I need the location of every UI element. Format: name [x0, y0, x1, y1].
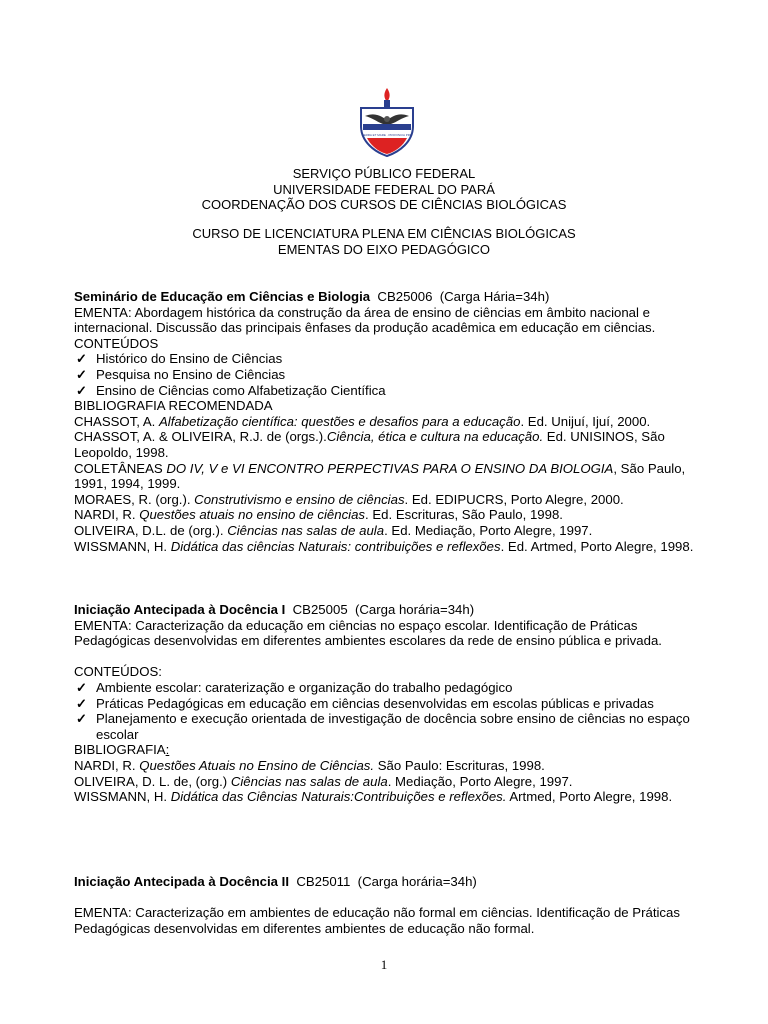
list-item: ✓ Práticas Pedagógicas em educação em ciências desenvolvidas em escolas públicas e privadas	[74, 696, 710, 712]
bibliography-entry: MORAES, R. (org.). Construtivismo e ensino de ciências. Ed. EDIPUCRS, Porto Alegre, 2000.	[74, 491, 624, 507]
contents-label: CONTEÚDOS:	[74, 664, 162, 680]
course-title: Iniciação Antecipada à Docência I	[74, 602, 286, 617]
course-load: (Carga horária=34h)	[357, 874, 477, 889]
bibliography-list	[74, 414, 710, 554]
course-code: CB25006	[377, 289, 433, 304]
section-heading	[74, 602, 710, 618]
header-line-2: UNIVERSIDADE FEDERAL DO PARÁ	[273, 181, 495, 197]
bibliography-label: BIBLIOGRAFIA:	[74, 742, 170, 758]
list-item: ✓ Ambiente escolar: caraterização e organização do trabalho pedagógico	[74, 680, 710, 696]
course-title: Seminário de Educação em Ciências e Biologia	[74, 289, 371, 304]
crest-band-text: TERRA ET MARE · PROVINCIA PRO	[361, 133, 413, 137]
bibliography-entry: NARDI, R. Questões Atuais no Ensino de Ciências. São Paulo: Escrituras, 1998.	[74, 757, 545, 773]
header-line-3: COORDENAÇÃO DOS CURSOS DE CIÊNCIAS BIOLÓGICAS	[201, 197, 567, 212]
section-heading	[74, 289, 710, 305]
header-line-1: SERVIÇO PÚBLICO FEDERAL	[292, 166, 476, 181]
bibliography-entry: OLIVEIRA, D.L. de (org.). Ciências nas salas de aula. Ed. Mediação, Porto Alegre, 1997.	[74, 522, 593, 538]
contents-label: CONTEÚDOS	[74, 335, 159, 351]
header-line-5: EMENTAS DO EIXO PEDAGÓGICO	[277, 241, 491, 257]
institution-header	[0, 166, 768, 213]
bibliography-label: BIBLIOGRAFIA RECOMENDADA	[74, 398, 273, 414]
university-crest-icon	[357, 86, 417, 158]
bibliography-entry: CHASSOT, A. Alfabetização científica: questões e desafios para a educação. Ed. Unijuí, Ijuí, 2000.	[74, 413, 651, 429]
bibliography-entry: COLETÂNEAS DO IV, V e VI ENCONTRO PERPECTIVAS PARA O ENSINO DA BIOLOGIA, São Paulo, 1991, 1994, 1999.	[74, 460, 686, 492]
bibliography-entry: NARDI, R. Questões atuais no ensino de ciências. Ed. Escrituras, São Paulo, 1998.	[74, 507, 563, 523]
bibliography-entry: OLIVEIRA, D. L. de, (org.) Ciências nas salas de aula. Mediação, Porto Alegre, 1997.	[74, 773, 573, 789]
course-code: CB25011	[296, 874, 351, 889]
bibliography-entry: CHASSOT, A. & OLIVEIRA, R.J. de (orgs.).Ciência, ética e cultura na educação. Ed. UNISINOS, São Leopoldo, 1998.	[74, 429, 665, 460]
list-item: ✓ Pesquisa no Ensino de Ciências	[74, 367, 710, 383]
bibliography-list	[74, 758, 710, 805]
course-code: CB25005	[292, 602, 348, 617]
ementa-text: EMENTA: Abordagem histórica da construção da área de ensino de ciências em âmbito nacional e internacional. Discussão das principais ênfases da produção acadêmica em educação em ciências.	[74, 304, 656, 336]
section-heading	[74, 874, 710, 890]
course-load: (Carga Hária=34h)	[439, 289, 550, 304]
contents-list	[74, 680, 710, 742]
ementa-text: EMENTA: Caracterização da educação em ciências no espaço escolar. Identificação de Práticas Pedagógicas desenvolvidas em diferentes ambientes escolares da rede de ensino pública e privada.	[74, 617, 662, 649]
course-header	[0, 226, 768, 257]
list-item: ✓ Histórico do Ensino de Ciências	[74, 351, 710, 367]
course-section-1	[74, 289, 710, 554]
course-section-3	[74, 874, 710, 936]
ementa-text: EMENTA: Caracterização em ambientes de educação não formal em ciências. Identificação de Práticas Pedagógicas desenvolvidas em diferentes ambientes de educação não formal.	[74, 905, 680, 936]
bibliography-entry: WISSMANN, H. Didática das ciências Naturais: contribuições e reflexões. Ed. Artmed, Porto Alegre, 1998.	[74, 538, 694, 554]
list-item: ✓ Planejamento e execução orientada de investigação de docência sobre ensino de ciências no espaço escolar	[74, 711, 710, 742]
bibliography-entry: WISSMANN, H. Didática das Ciências Naturais:Contribuições e reflexões. Artmed, Porto Alegre, 1998.	[74, 789, 673, 805]
course-section-2	[74, 602, 710, 805]
contents-list	[74, 351, 710, 398]
course-load: (Carga horária=34h)	[354, 602, 475, 617]
list-item: ✓ Ensino de Ciências como Alfabetização Científica	[74, 383, 710, 399]
header-line-4: CURSO DE LICENCIATURA PLENA EM CIÊNCIAS BIOLÓGICAS	[192, 226, 576, 241]
course-title: Iniciação Antecipada à Docência II	[74, 874, 289, 889]
page-number: 1	[380, 957, 388, 972]
